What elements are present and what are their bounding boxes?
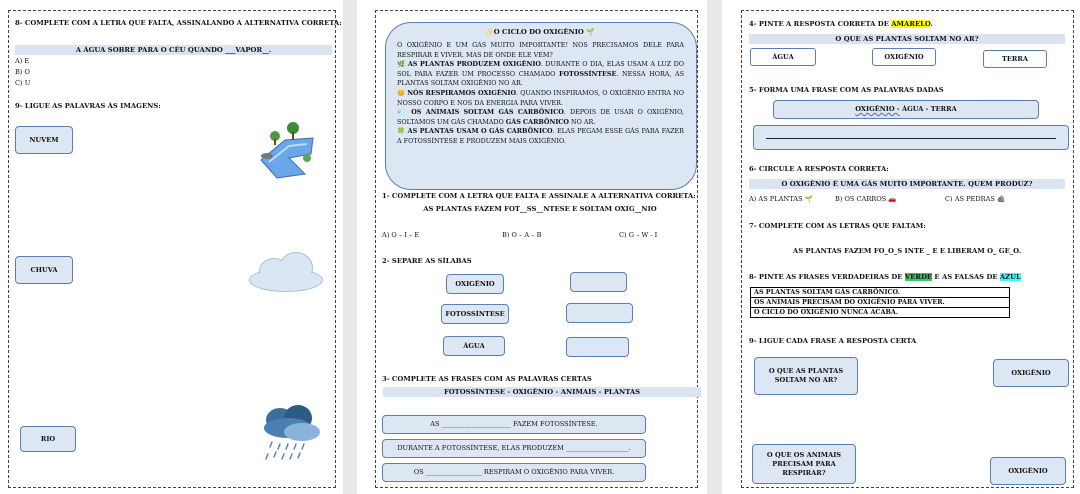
q1-option-b[interactable]: B) O – A – B: [502, 231, 542, 239]
q8-row-2[interactable]: OS ANIMAIS PRECISAM DO OXIGÊNIO PARA VIVER.: [751, 298, 1010, 308]
q8-option-b[interactable]: B) O: [15, 68, 30, 76]
q7-sentence[interactable]: AS PLANTAS FAZEM FO_O_S INTE _ E E LIBERAM O_ GE_O.: [792, 247, 1022, 255]
herb-icon: 🌿: [397, 60, 406, 69]
q2-title: 2- SEPARE AS SÍLABAS: [382, 257, 472, 265]
q6-title: 6- CIRCULE A RESPOSTA CORRETA:: [749, 165, 889, 173]
syllable-answer-box-2[interactable]: [566, 303, 633, 323]
q3-sentence-3[interactable]: OS _________________ RESPIRAM O OXIGÊNIO PARA VIVER.: [382, 463, 646, 482]
seedling-icon: 🌱: [586, 28, 595, 36]
q4-option-oxigenio[interactable]: OXIGÊNIO: [872, 48, 936, 66]
word-box-chuva[interactable]: CHUVA: [15, 256, 73, 284]
paragraph-carbon: 🍀 AS PLANTAS USAM O GÁS CARBÔNICO. ELAS PEGAM ESSE GÁS PARA FAZER A FOTOSSÍNTESE E PRODUZEM MAIS OXIGÊNIO.: [397, 127, 684, 145]
yellow-highlight: AMARELO: [891, 20, 931, 28]
q4-option-terra[interactable]: TERRA: [983, 50, 1047, 68]
q6-option-b[interactable]: B) OS CARROS 🚗: [835, 195, 897, 203]
q5-words-rest: ÁGUA - TERRA: [901, 105, 957, 113]
q5-words-box: [773, 100, 1039, 119]
q8-row-3[interactable]: O CICLO DO OXIGÊNIO NUNCA ACABA.: [751, 308, 1010, 318]
syllable-word-fotossintese: FOTOSSÍNTESE: [441, 304, 509, 324]
q9-title: 9- LIGUE CADA FRASE A RESPOSTA CERTA: [749, 337, 917, 345]
q8-option-c[interactable]: C) U: [15, 79, 31, 87]
q7-title: 7- COMPLETE COM AS LETRAS QUE FALTAM:: [749, 222, 926, 230]
q6-question-bar: O OXIGÊNIO É UMA GÁS MUITO IMPORTANTE. QUEM PRODUZ?: [749, 179, 1065, 189]
q6-option-c[interactable]: C) AS PEDRAS 🪨: [945, 195, 1006, 203]
paragraph-animals: 💨 OS ANIMAIS SOLTAM GÁS CARBÔNICO. DEPOIS DE USAR O OXIGÊNIO, SOLTAMOS UM GÁS CHAMADO GÁS CARBÔNICO NO AR.: [397, 108, 684, 126]
q3-sentence-2[interactable]: DURANTE A FOTOSSÍNTESE, ELAS PRODUZEM ___________________.: [382, 439, 646, 458]
q1-option-c[interactable]: C) G – W - I: [619, 231, 658, 239]
q4-option-agua[interactable]: ÁGUA: [750, 48, 816, 66]
breath-icon: 💨: [397, 108, 408, 117]
q8-option-a[interactable]: A) E: [15, 57, 30, 65]
oxygen-cycle-title: [385, 28, 695, 37]
syllable-answer-box-3[interactable]: [566, 337, 629, 357]
q3-sentence-1[interactable]: AS _____________________ FAZEM FOTOSSÍNTESE.: [382, 415, 646, 434]
paragraph-breathing: 😊 NÓS RESPIRAMOS OXIGÊNIO. QUANDO INSPIRAMOS, O OXIGÊNIO ENTRA NO NOSSO CORPO E NOS DA ENERGIA PARA VIVER.: [397, 88, 684, 107]
clover-icon: 🍀: [397, 127, 406, 136]
sparkle-icon: ✨: [485, 28, 494, 36]
worksheet-page-3: [722, 0, 1080, 494]
paragraph-plants: 🌿 AS PLANTAS PRODUZEM OXIGÊNIO. DURANTE O DIA, ELAS USAM A LUZ DO SOL PARA FAZER UM PROCESSO CHAMADO FOTOSSÍNTESE. NESSA HORA, AS PLANTAS SOLTAM OXIGÊNIO NO AR.: [397, 60, 685, 88]
title-text: O CICLO DO OXIGÊNIO: [493, 28, 584, 36]
smile-icon: 😊: [397, 88, 406, 97]
syllable-word-oxigenio: OXIGÊNIO: [446, 274, 504, 294]
q8-title: 8- COMPLETE COM A LETRA QUE FALTA, ASSINALANDO A ALTERNATIVA CORRETA:: [15, 19, 342, 27]
q9-answer-2[interactable]: OXIGÊNIO: [990, 457, 1066, 485]
q3-title: 3- COMPLETE AS FRASES COM AS PALAVRAS CERTAS: [382, 375, 592, 383]
q1-option-a[interactable]: A) O – I – E: [382, 231, 420, 239]
q5-title: 5- FORMA UMA FRASE COM AS PALAVRAS DADAS: [749, 86, 944, 94]
cloud-illustration: [245, 252, 325, 292]
q8-true-false-table: [750, 287, 1010, 318]
q8-title: 8- PINTE AS FRASES VERDADEIRAS DE VERDE E AS FALSAS DE AZUL: [749, 273, 1021, 281]
q1-title: 1- COMPLETE COM A LETRA QUE FALTA E ASSINALE A ALTERNATIVA CORRETA:: [382, 192, 696, 200]
q5-word-oxigenio: OXIGÊNIO -: [855, 105, 900, 113]
q1-sentence: AS PLANTAS FAZEM FOT__SS__NTESE E SOLTAM OXIG__NIO: [423, 205, 657, 213]
syllable-answer-box-1[interactable]: [570, 272, 627, 292]
q9-answer-1[interactable]: OXIGÊNIO: [993, 359, 1069, 387]
word-box-nuvem[interactable]: NUVEM: [15, 126, 73, 154]
q3-word-bank-bar: FOTOSSÍNTESE - OXIGÊNIO - ANIMAIS - PLANTAS: [383, 387, 701, 397]
q5-answer-box[interactable]: [753, 125, 1069, 150]
q4-title: 4- PINTE A RESPOSTA CORRETA DE AMARELO.: [749, 20, 933, 28]
rain-cloud-illustration: [258, 404, 324, 466]
q8-row-1[interactable]: AS PLANTAS SOLTAM GÁS CARBÔNICO.: [751, 288, 1010, 298]
q8-sentence-bar: A ÁGUA SOBRE PARA O CÉU QUANDO ___VAPOR__.: [15, 45, 332, 55]
blue-highlight: AZUL: [999, 273, 1021, 281]
oxygen-cycle-paragraphs: [397, 41, 684, 147]
q4-question-bar: O QUE AS PLANTAS SOLTAM NO AR?: [749, 34, 1065, 44]
worksheet-page-2: [357, 0, 707, 494]
q9-question-animals[interactable]: O QUE OS ANIMAIS PRECISAM PARA RESPIRAR?: [752, 444, 856, 484]
intro-paragraph: O OXIGÊNIO E UM GAS MUITO IMPORTANTE! NOS PRECISAMOS DELE PARA RESPIRAR E VIVER. MAS DE ONDE ELE VEM?: [397, 41, 684, 59]
word-box-rio[interactable]: RIO: [20, 426, 76, 452]
q9-question-plants[interactable]: O QUE AS PLANTAS SOLTAM NO AR?: [754, 357, 858, 395]
green-highlight: VERDE: [904, 273, 933, 281]
q6-option-a[interactable]: A) AS PLANTAS 🌱: [749, 195, 813, 203]
q9-title: 9- LIGUE AS PALAVRAS ÀS IMAGENS:: [15, 102, 161, 110]
worksheet-page-1: [0, 0, 343, 494]
river-illustration: [255, 118, 317, 180]
syllable-word-agua: ÁGUA: [443, 336, 505, 356]
